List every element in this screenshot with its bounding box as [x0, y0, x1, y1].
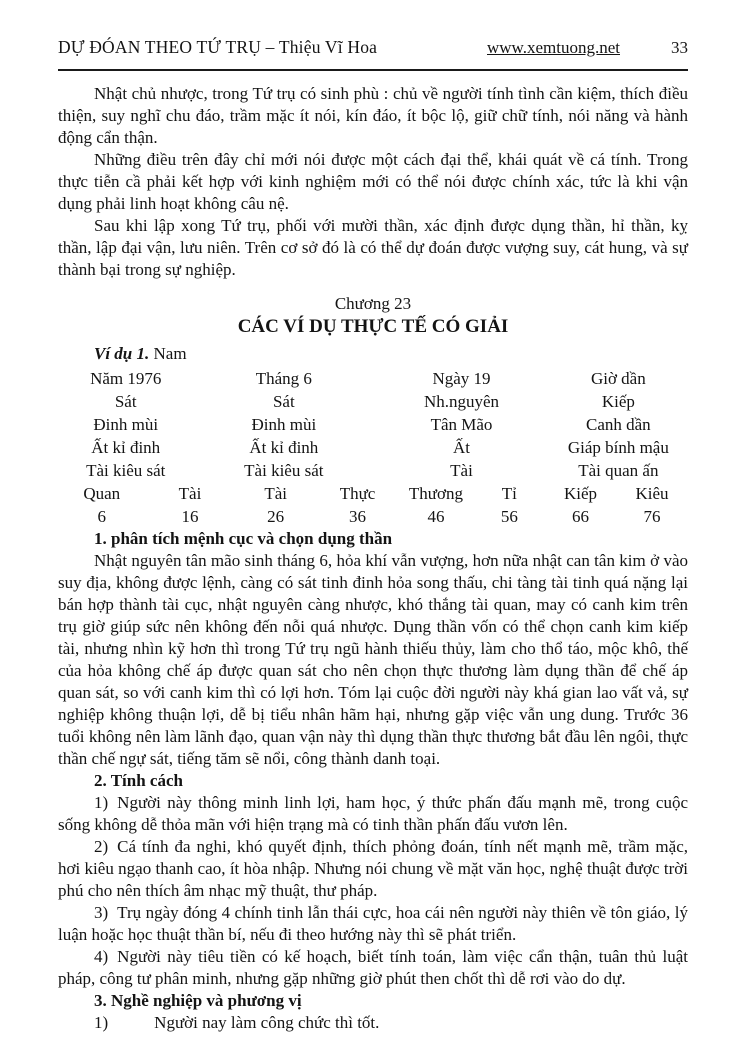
table-row-hidden-stems	[58, 436, 688, 459]
item-marker: 2)	[94, 837, 109, 856]
cell-month: Tháng 6	[255, 369, 312, 388]
table-cell: Kiếp	[564, 484, 598, 503]
table-cell: 66	[572, 507, 590, 526]
table-cell: Ất kỉ đinh	[91, 438, 161, 457]
table-row-gods	[58, 390, 688, 413]
table-cell: Tài kiêu sát	[244, 461, 324, 480]
table-row-luck-gods	[58, 482, 688, 505]
section-heading-analysis: 1. phân tích mệnh cục và chọn dụng thần	[94, 529, 393, 548]
list-item	[58, 792, 688, 836]
table-cell: Thương	[408, 484, 464, 503]
section-heading-personality: 2. Tính cách	[94, 771, 183, 790]
table-cell: Quan	[83, 484, 121, 503]
example-heading	[58, 343, 688, 365]
example-gender: Nam	[153, 344, 187, 363]
cell-day: Ngày 19	[432, 369, 491, 388]
page-number: 33	[671, 38, 688, 57]
list-item	[58, 902, 688, 946]
table-cell: Tài	[450, 461, 473, 480]
list-item	[58, 836, 688, 902]
list-item	[58, 1012, 688, 1034]
table-cell: 26	[267, 507, 285, 526]
section-heading-career: 3. Nghề nghiệp và phương vị	[94, 991, 302, 1010]
table-cell: 56	[500, 507, 518, 526]
intro-paragraph-3: Sau khi lập xong Tứ trụ, phối với mười thần, xác định được dụng thần, hỉ thần, kỵ thần, lập đại vận, lưu niên. Trên cơ sở đó là có thể dự đoán được vượng suy, cát hung, và sự thành bại trong sự nghiệp.	[58, 216, 688, 279]
item-text: Người nay làm công chức thì tốt.	[154, 1013, 380, 1032]
item-marker: 1)	[94, 793, 109, 812]
table-cell: Sát	[114, 392, 137, 411]
list-item	[58, 946, 688, 990]
item-text: Trụ ngày đóng 4 chính tinh lẫn thái cực, hoa cái nên người này thiên về tôn giáo, lý luận hoặc học thuật thần bí, nếu đi theo hướng này thì sẽ phát triển.	[58, 903, 688, 944]
book-title: DỰ ĐÓAN THEO TỨ TRỤ – Thiệu Vĩ Hoa	[58, 37, 378, 57]
table-cell: 76	[643, 507, 661, 526]
table-cell: Ất kỉ đinh	[249, 438, 319, 457]
four-pillars-table	[58, 367, 688, 528]
table-cell: Ất	[452, 438, 470, 457]
intro-paragraph-2: Những điều trên đây chỉ mới nói được một cách đại thể, khái quát về cá tính. Trong thực tiễn cầ phải kết hợp với kinh nghiệm mới có thể nói được chính xác, tức là khi vận dụng phải linh hoạt không câu nệ.	[58, 150, 688, 213]
analysis-paragraph: Nhật nguyên tân mão sinh tháng 6, hỏa khí vẫn vượng, hơn nữa nhật can tân kim ở vào suy địa, không được lệnh, càng có sát tinh đinh hỏa song thấu, chi tàng tài tinh quá nặng lại bán hợp thành tài cục, nhật nguyên càng nhược, khó thắng tài quan, may có canh kim trên trụ giờ giúp sức nên không đến nỗi quá nhược. Dụng thần vốn có thể chọn canh kim kiếp tài, nhưng nhìn kỹ hơn thì trong Tứ trụ ngũ hành thiếu thủy, làm cho thổ táo, mộc khô, thế của hỏa không chế áp được quan sát cho nên chọn thực thương làm dụng thần để chế áp quan sát, so với canh kim thì có lợi hơn. Tóm lại cuộc đời người này khá gian lao vất vả, sự nghiệp không thuận lợi, dễ bị tiểu nhân hãm hại, nhưng gặp việc vẫn ung dung. Trước 36 tuổi không nên làm lãnh đạo, quan vận này thì dụng thần thực thương bắt đầu lên ngôi, thực thần chế ngự sát, tiếng tăm sẽ nổi, công thành danh toại.	[58, 551, 688, 768]
page-header	[58, 36, 688, 71]
item-marker: 3)	[94, 903, 109, 922]
table-cell: Nh.nguyên	[423, 392, 500, 411]
cell-hour: Giờ dần	[590, 369, 646, 388]
table-cell: Kiêu	[635, 484, 669, 503]
table-cell: Thực	[339, 484, 376, 503]
table-cell: Canh dần	[586, 415, 651, 434]
table-cell: Tỉ	[501, 484, 517, 503]
table-row-pillars	[58, 367, 688, 390]
table-cell: Tài	[264, 484, 287, 503]
table-row-hidden-gods	[58, 459, 688, 482]
table-row-stems-branches	[58, 413, 688, 436]
table-cell: Sát	[272, 392, 295, 411]
table-cell: Đinh mùi	[93, 415, 159, 434]
table-cell: 6	[97, 507, 107, 526]
table-cell: 16	[181, 507, 199, 526]
example-label: Ví dụ 1.	[94, 344, 150, 363]
table-cell: Tài quan ấn	[578, 461, 659, 480]
header-right	[487, 37, 688, 59]
item-marker: 4)	[94, 947, 109, 966]
chapter-number: Chương 23	[334, 294, 412, 313]
table-cell: 36	[349, 507, 367, 526]
table-cell: Tài kiêu sát	[86, 461, 166, 480]
table-cell: Kiếp	[601, 392, 635, 411]
table-cell: Tài	[178, 484, 202, 503]
website-url: www.xemtuong.net	[487, 38, 620, 57]
intro-paragraph-1: Nhật chủ nhược, trong Tứ trụ có sinh phù : chủ về người tính tình cần kiệm, thích điều thiện, suy nghĩ chu đáo, trầm mặc ít nói, kín đáo, ít bộc lộ, giữ chữ tính, nói năng và hành động cẩn thận.	[58, 84, 688, 147]
item-text: Người này tiêu tiền có kế hoạch, biết tính toán, làm việc cẩn thận, tuân thủ luật pháp, công tư phân minh, nhưng gặp những giờ phút then chốt thì dễ rơi vào do dự.	[58, 947, 688, 988]
item-text: Cá tính đa nghi, khó quyết định, thích phỏng đoán, tính nết mạnh mẽ, trầm mặc, hơi kiêu ngạo thanh cao, ít hòa nhập. Nhưng nói chung về mặt văn học, nghệ thuật được trời phú cho nên thích âm nhạc mỹ thuật, thư pháp.	[58, 837, 688, 900]
table-cell: 46	[427, 507, 445, 526]
table-cell: Tân Mão	[430, 415, 493, 434]
table-row-luck-ages	[58, 505, 688, 528]
item-marker: 1)	[94, 1013, 109, 1032]
table-cell: Đinh mùi	[251, 415, 317, 434]
chapter-title: CÁC VÍ DỤ THỰC TẾ CÓ GIẢI	[237, 316, 509, 337]
cell-year: Năm 1976	[90, 369, 162, 388]
item-text: Người này thông minh linh lợi, ham học, ý thức phấn đấu mạnh mẽ, trong cuộc sống không dễ thỏa mãn với hiện trạng mà có tinh thần phấn đấu vươn lên.	[58, 793, 688, 834]
table-cell: Giáp bính mậu	[567, 438, 669, 457]
